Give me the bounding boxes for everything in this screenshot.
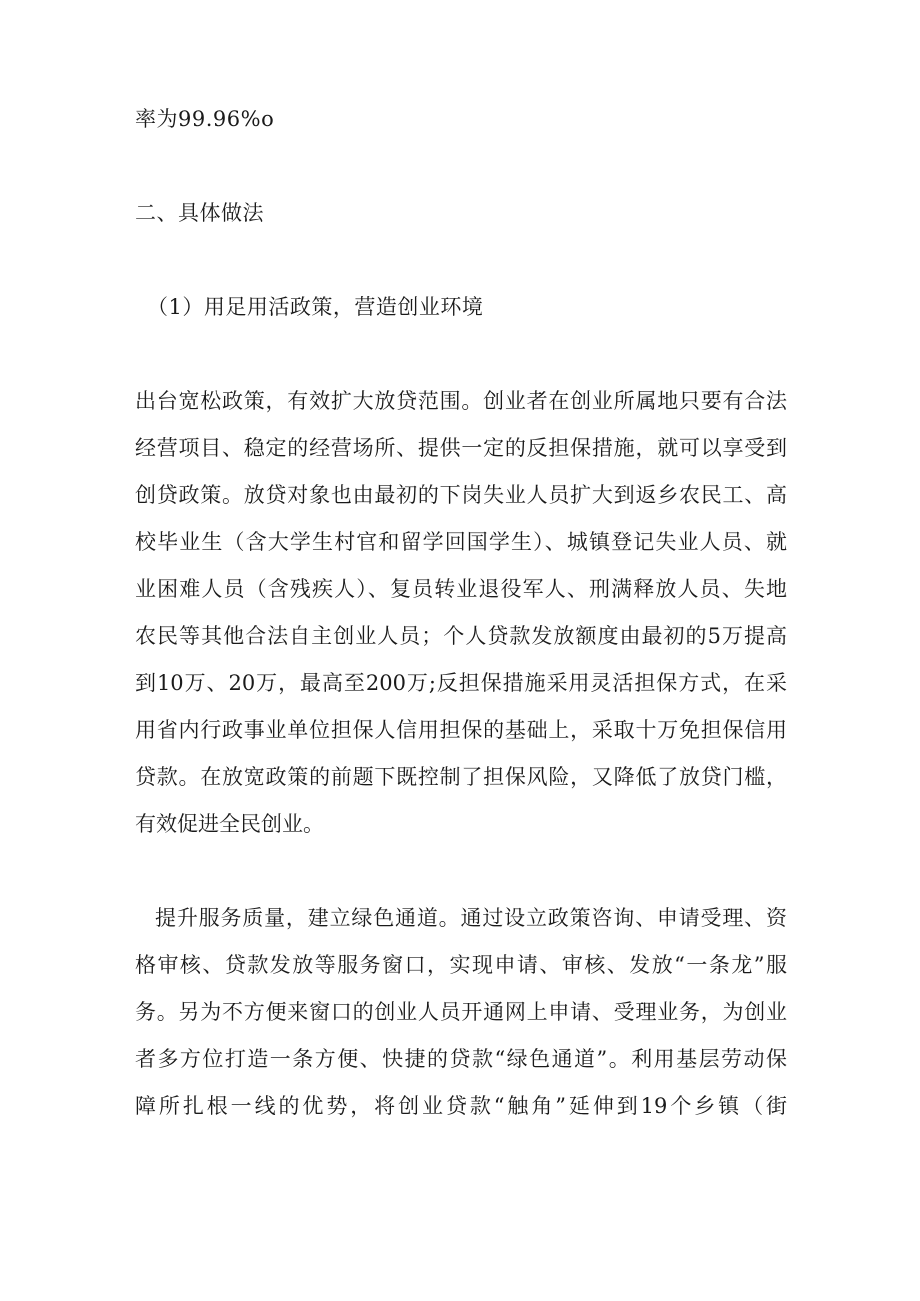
paragraph-line: 业困难人员（含残疾人）、复员转业退役军人、刑满释放人员、失地 bbox=[135, 577, 787, 601]
subsection-heading: （1）用足用活政策，营造创业环境 bbox=[147, 295, 484, 319]
paragraph-line: 出台宽松政策，有效扩大放贷范围。创业者在创业所属地只要有合法 bbox=[135, 389, 787, 413]
paragraph-line: 贷款。在放宽政策的前题下既控制了担保风险，又降低了放贷门槛， bbox=[135, 765, 787, 789]
paragraph-line: 障所扎根一线的优势，将创业贷款“触角”延伸到19个乡镇（街 bbox=[135, 1094, 787, 1118]
paragraph-line: 用省内行政事业单位担保人信用担保的基础上，采取十万免担保信用 bbox=[135, 718, 787, 742]
paragraph-line: 务。另为不方便来窗口的创业人员开通网上申请、受理业务，为创业 bbox=[135, 1000, 787, 1024]
paragraph-line: 农民等其他合法自主创业人员；个人贷款发放额度由最初的5万提高 bbox=[135, 624, 787, 648]
paragraph-line: 格审核、贷款发放等服务窗口，实现申请、审核、发放“一条龙”服 bbox=[135, 953, 787, 977]
paragraph-line: 提升服务质量，建立绿色通道。通过设立政策咨询、申请受理、资 bbox=[155, 906, 787, 930]
paragraph-line: 者多方位打造一条方便、快捷的贷款“绿色通道”。利用基层劳动保 bbox=[135, 1047, 787, 1071]
paragraph-line: 有效促进全民创业。 bbox=[135, 812, 324, 836]
paragraph-line: 经营项目、稳定的经营场所、提供一定的反担保措施，就可以享受到 bbox=[135, 436, 787, 460]
paragraph-line: 到10万、20万，最高至200万;反担保措施采用灵活担保方式，在采 bbox=[135, 671, 787, 695]
paragraph-line: 创贷政策。放贷对象也由最初的下岗失业人员扩大到返乡农民工、高 bbox=[135, 483, 787, 507]
paragraph-line: 校毕业生（含大学生村官和留学回国学生）、城镇登记失业人员、就 bbox=[135, 530, 787, 554]
continuation-text: 率为99.96%o bbox=[135, 107, 275, 131]
section-heading: 二、具体做法 bbox=[135, 201, 264, 225]
